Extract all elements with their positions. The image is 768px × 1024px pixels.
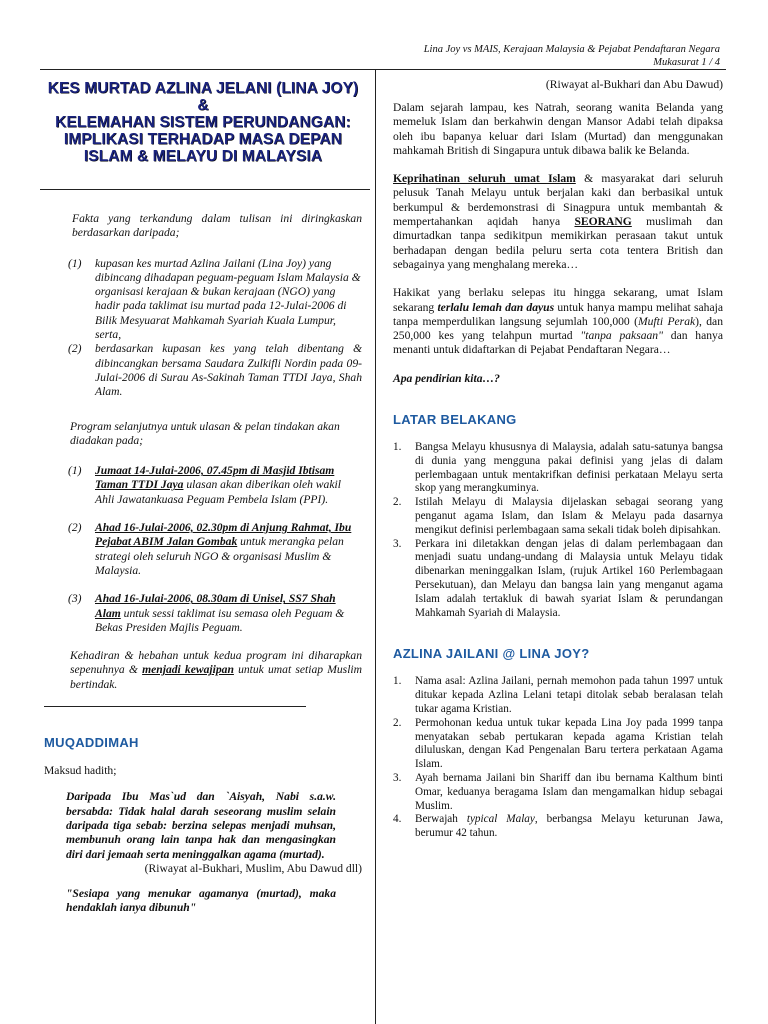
item-number: 1. <box>393 675 402 688</box>
concern-text: & masyarakat dari seluruh pelusuk Tanah Melayu untuk berjalan kaki dan berbasikal untuk berkumpul & berdemonstrasi di Sinagpura untuk membantah & mempertahankan aqidah hanya <box>393 172 723 229</box>
reality-text-2: untuk hanya mampu melihat sahaja tanpa memperdulikan langsung sejumlah 100,000 ( <box>393 300 723 328</box>
program-item <box>68 592 362 635</box>
list-item <box>393 496 723 537</box>
item-number: 4. <box>393 813 402 826</box>
list-item <box>393 813 723 841</box>
program-number: (1) <box>68 464 82 478</box>
page-header <box>424 43 720 69</box>
hadith-lead: Maksud hadith; <box>44 764 117 778</box>
hadith-source: (Riwayat al-Bukhari dan Abu Dawud) <box>545 78 723 91</box>
header-rule <box>40 69 726 70</box>
hadith-quote: "Sesiapa yang menukar agamanya (murtad), maka hendaklah ianya dibunuh" <box>66 886 336 915</box>
item-text: Permohonan kedua untuk tukar kepada Lina Joy pada 1999 tanpa menyatakan sebab pertukaran kepada agama Kristian telah diluluskan, dengan Kad Pengenalan Baru tertera perkataan Agama Islam. <box>415 716 723 771</box>
title-line: ISLAM & MELAYU DI MALAYSIA <box>83 148 323 165</box>
program-intro: Program selanjutnya untuk ulasan & pelan tindakan akan diadakan pada; <box>70 419 340 447</box>
program-description: ulasan akan diberikan oleh wakil Ahli Jawatankuasa Peguam Pembela Islam (PPI). <box>95 478 341 506</box>
item-number: 1. <box>393 441 402 454</box>
item-number: 2. <box>393 496 402 509</box>
reality-text: Hakikat yang berlaku selepas itu hingga sekarang, umat Islam sekarang <box>393 286 723 314</box>
source-number: (2) <box>68 342 82 356</box>
mufti-perak: Mufti Perak <box>637 314 696 328</box>
reality-text-4: dan hanya menanti untuk didaftarkan di Pejabat Pendaftaran Negara… <box>393 329 723 357</box>
item-text: Nama asal: Azlina Jailani, pernah memohon pada tahun 1997 untuk ditukar kepada Azlina Lelani tetapi ditolak sebab beralasan telah tukar agama Kristian. <box>415 675 723 715</box>
attendance-text: Kehadiran & hebahan untuk kedua program ini diharapkan sepenuhnya & <box>70 649 362 677</box>
right-column <box>393 80 723 841</box>
list-item <box>393 441 723 496</box>
source-item <box>68 342 362 399</box>
item-number: 2. <box>393 716 402 729</box>
intro-text: Fakta yang terkandung dalam tulisan ini diringkaskan berdasarkan daripada; <box>72 212 362 240</box>
attendance-text-end: untuk umat setiap Muslim bertindak. <box>70 663 363 691</box>
item-text: Bangsa Melayu khususnya di Malaysia, adalah satu-satunya bangsa di dunia yang mengguna pakai definisi yang jelas di dalam perlembagaan untuk mentakrifkan definisi perkataan Melayu serta skop yang merangkuminya. <box>415 441 723 495</box>
attendance-note <box>70 649 362 692</box>
reality-text-3: ), dan 250,000 kes yang telahpun murtad <box>393 314 724 343</box>
source-text: berdasarkan kupasan kes yang telah dibentang & dibincangkan bersama Saudara Zulkifli Nordin pada 09-Julai-2006 di Surau As-Sakinah Taman TTDI Jaya, Shah Alam. <box>95 342 362 399</box>
list-item <box>393 675 723 716</box>
title-line: KES MURTAD AZLINA JELANI (LINA JOY) & <box>47 80 359 114</box>
programs-list <box>68 464 362 635</box>
program-number: (2) <box>68 521 82 535</box>
item-text-post: , berbangsa Melayu keturunan Jawa, berumur 42 tahun. <box>415 813 724 840</box>
question-text: Apa pendirian kita…? <box>393 371 500 385</box>
title-line: IMPLIKASI TERHADAP MASA DEPAN <box>63 131 343 148</box>
header-title: Lina Joy vs MAIS, Kerajaan Malaysia & Pejabat Pendaftaran Negara <box>423 44 720 55</box>
latar-heading: LATAR BELAKANG <box>393 412 517 428</box>
list-item <box>393 772 723 813</box>
document-title <box>44 80 362 165</box>
item-number: 3. <box>393 771 402 784</box>
concern-emphasis: Keprihatinan seluruh umat Islam <box>393 172 576 186</box>
sources-list <box>68 257 362 400</box>
list-item <box>393 717 723 772</box>
program-description: untuk merangka pelan strategi oleh seluruh NGO & organisasi Muslim & Malaysia. <box>95 535 344 577</box>
item-text: Perkara ini diletakkan dengan jelas di dalam perlembagaan dan menjadi suatu undang-undang di Malaysia untuk Melayu tidak dibenarkan meninggalkan Islam, (rujuk Artikel 160 Perlembagaan Persekutuan), dan Melayu dan bangsa lain yang menganut agama Islam adalah tertakluk di bawah syariat Islam & perundangan Mahkamah Syariah di Malaysia. <box>415 537 723 619</box>
source-text: kupasan kes murtad Azlina Jailani (Lina Joy) yang dibincang dihadapan peguam-peguam Islam Malaysia & organisasi kerajaan & bukan kerajaan (NGO) yang hadir pada taklimat isu murtad pada 12-Julai-2006 di Bilik Mesyuarat Mahkamah Syariah Kuala Lumpur, serta, <box>95 256 361 342</box>
latar-list <box>393 441 723 620</box>
concern-paragraph <box>393 172 723 272</box>
list-item <box>393 538 723 621</box>
left-column <box>44 80 362 915</box>
header-page-number: Mukasurat 1 / 4 <box>653 57 720 68</box>
muqaddimah-heading: MUQADDIMAH <box>44 735 139 751</box>
seorang-emphasis: SEORANG <box>574 215 632 229</box>
reality-emphasis: terlalu lemah dan dayus <box>437 300 555 314</box>
program-schedule: Ahad 16-Julai-2006, 08.30am di Unisel, SS7 Shah Alam <box>95 592 336 620</box>
hadith-quote: Daripada Ibu Mas`ud dan `Aisyah, Nabi s.a.w. bersabda: Tidak halal darah seseorang muslim selain daripada tiga sebab: berzina selepas menjadi muhsan, membunuh orang lain tanpa hak dan mengasingkan diri dari jemaah serta meninggalkan agama (murtad). <box>66 790 336 861</box>
muqaddimah-section <box>44 735 362 915</box>
title-line: KELEMAHAN SISTEM PERUNDANGAN: <box>55 114 351 131</box>
source-number: (1) <box>68 256 82 270</box>
item-text: Istilah Melayu di Malaysia dijelaskan sebagai seorang yang penganut agama Islam, dan Islam & Melayu pada dasarnya mengikut definisi perlembagaan sama sekali tidak boleh dipisahkan. <box>415 496 723 536</box>
item-number: 3. <box>393 537 402 550</box>
concern-text-end: muslimah dan dimurtadkan tanpa sedikitpun memikirkan perasaan takut untuk berhadapan dengan bedila peluru serta cota tentera British dan sebagainya yang menghalang mereka… <box>393 215 723 271</box>
attendance-emphasis: menjadi kewajipan <box>142 663 234 677</box>
hadith-source: (Riwayat al-Bukhari, Muslim, Abu Dawud dll) <box>144 861 362 875</box>
title-rule <box>40 189 370 190</box>
reality-paragraph <box>393 286 723 357</box>
program-item <box>68 464 362 507</box>
azlina-heading: AZLINA JAILANI @ LINA JOY? <box>393 646 590 662</box>
program-schedule: Jumaat 14-Julai-2006, 07.45pm di Masjid Ibtisam Taman TTDI Jaya <box>95 464 335 492</box>
section-rule <box>44 706 306 707</box>
tanpa-paksaan: "tanpa paksaan" <box>580 329 663 343</box>
program-schedule: Ahad 16-Julai-2006, 02.30pm di Anjung Rahmat, Ibu Pejabat ABIM Jalan Gombak <box>95 521 352 549</box>
program-number: (3) <box>68 592 82 606</box>
item-text-pre: Berwajah <box>415 813 467 826</box>
column-divider <box>375 70 376 1024</box>
item-text-italic: typical Malay <box>466 813 535 826</box>
program-description: untuk sessi taklimat isu semasa oleh Peguam & Bekas Presiden Majlis Peguam. <box>95 606 345 634</box>
program-item <box>68 521 362 578</box>
azlina-list <box>393 675 723 841</box>
item-text: Ayah bernama Jailani bin Shariff dan ibu bernama Kalthum binti Omar, keduanya beragama Islam dan mengamalkan hidup sebagai Muslim. <box>415 771 723 812</box>
natrah-paragraph: Dalam sejarah lampau, kes Natrah, seorang wanita Belanda yang memeluk Islam dan berkahwin dengan Mansor Adabi telah dipaksa oleh ibu bapanya keluar dari Islam (Murtad) dan menggunakan mahkamah British di Singapura untuk dibawa balik ke Belanda. <box>393 101 723 157</box>
source-item <box>68 257 362 343</box>
